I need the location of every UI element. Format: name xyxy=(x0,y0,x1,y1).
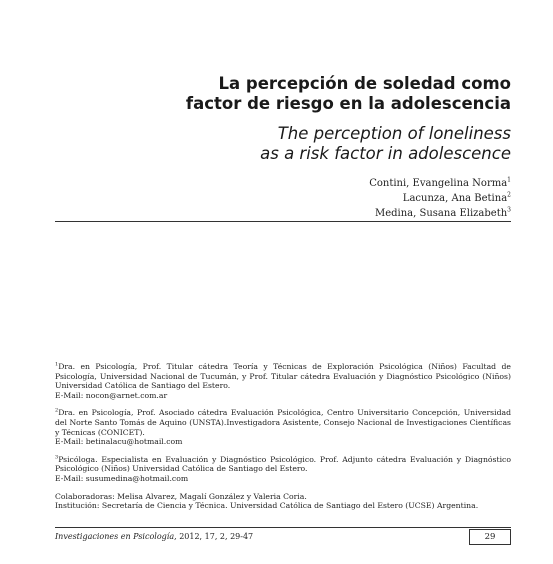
title-spanish-line-2: factor de riesgo en la adolescencia xyxy=(185,94,511,113)
note-text: Dra. en Psicología, Prof. Titular cátedra Teoría y Técnicas de Exploración Psicológica (Niños) Facultad de Psicología, Universidad Nacional de Tucumán, y Prof. Titular cátedra Evaluación y Diagnóstico Psicológico (Niños) Universidad Católica de Santiago del Estero. xyxy=(55,362,511,391)
note-email: E-Mail: betinalacu@hotmail.com xyxy=(55,437,183,447)
author-name: Lacunza, Ana Betina xyxy=(402,193,508,204)
affiliation-note-2 xyxy=(55,408,511,446)
collaborators: Colaboradoras: Melisa Alvarez, Magalí González y Valeria Coria. xyxy=(55,491,307,501)
title-english-line-1: The perception of loneliness xyxy=(277,124,511,143)
note-email: E-Mail: nocon@arnet.com.ar xyxy=(55,390,168,400)
note-text: Psicóloga. Especialista en Evaluación y Diagnóstico Psicológico. Prof. Adjunto cátedra Evaluación y Diagnóstico Psicológico (Niños) Universidad Católica de Santiago del Estero. xyxy=(55,454,511,474)
title-english-line-2: as a risk factor in adolescence xyxy=(260,144,511,163)
institution: Institución: Secretaría de Ciencia y Técnica. Universidad Católica de Santiago del Estero (UCSE) Argentina. xyxy=(55,501,479,511)
note-email: E-Mail: susumedina@hotmail.com xyxy=(55,473,189,483)
note-text: Dra. en Psicología, Prof. Asociado cátedra Evaluación Psicológica, Centro Universitario Concepción, Universidad del Norte Santo Tomás de Aquino (UNSTA).Investigadora Asistente, Consejo Nacional de Investigaciones Científicas y Técnicas (CONICET). xyxy=(55,408,511,437)
author-name: Contini, Evangelina Norma xyxy=(369,178,508,189)
author-name: Medina, Susana Elizabeth xyxy=(374,208,508,219)
author-1 xyxy=(211,176,511,191)
author-sup: 1 xyxy=(507,176,511,184)
title-english xyxy=(91,124,511,164)
author-3 xyxy=(211,206,511,221)
note-sup: 2 xyxy=(55,407,59,414)
journal-citation xyxy=(55,532,253,541)
note-sup: 3 xyxy=(55,454,59,461)
top-divider xyxy=(55,221,511,222)
citation-details: 2012, 17, 2, 29-47 xyxy=(176,532,254,541)
author-list xyxy=(211,176,511,221)
page-number: 29 xyxy=(469,529,511,545)
title-spanish xyxy=(91,74,511,114)
title-spanish-line-1: La percepción de soledad como xyxy=(218,74,511,93)
author-2 xyxy=(211,191,511,206)
bottom-divider xyxy=(55,527,511,528)
affiliation-note-3 xyxy=(55,455,511,484)
author-sup: 2 xyxy=(507,191,511,199)
note-sup: 1 xyxy=(55,361,59,368)
affiliation-notes xyxy=(55,362,511,519)
affiliation-note-1 xyxy=(55,362,511,400)
collaborators-note xyxy=(55,492,511,511)
author-sup: 3 xyxy=(507,206,511,214)
journal-name: Investigaciones en Psicología, xyxy=(55,532,177,541)
